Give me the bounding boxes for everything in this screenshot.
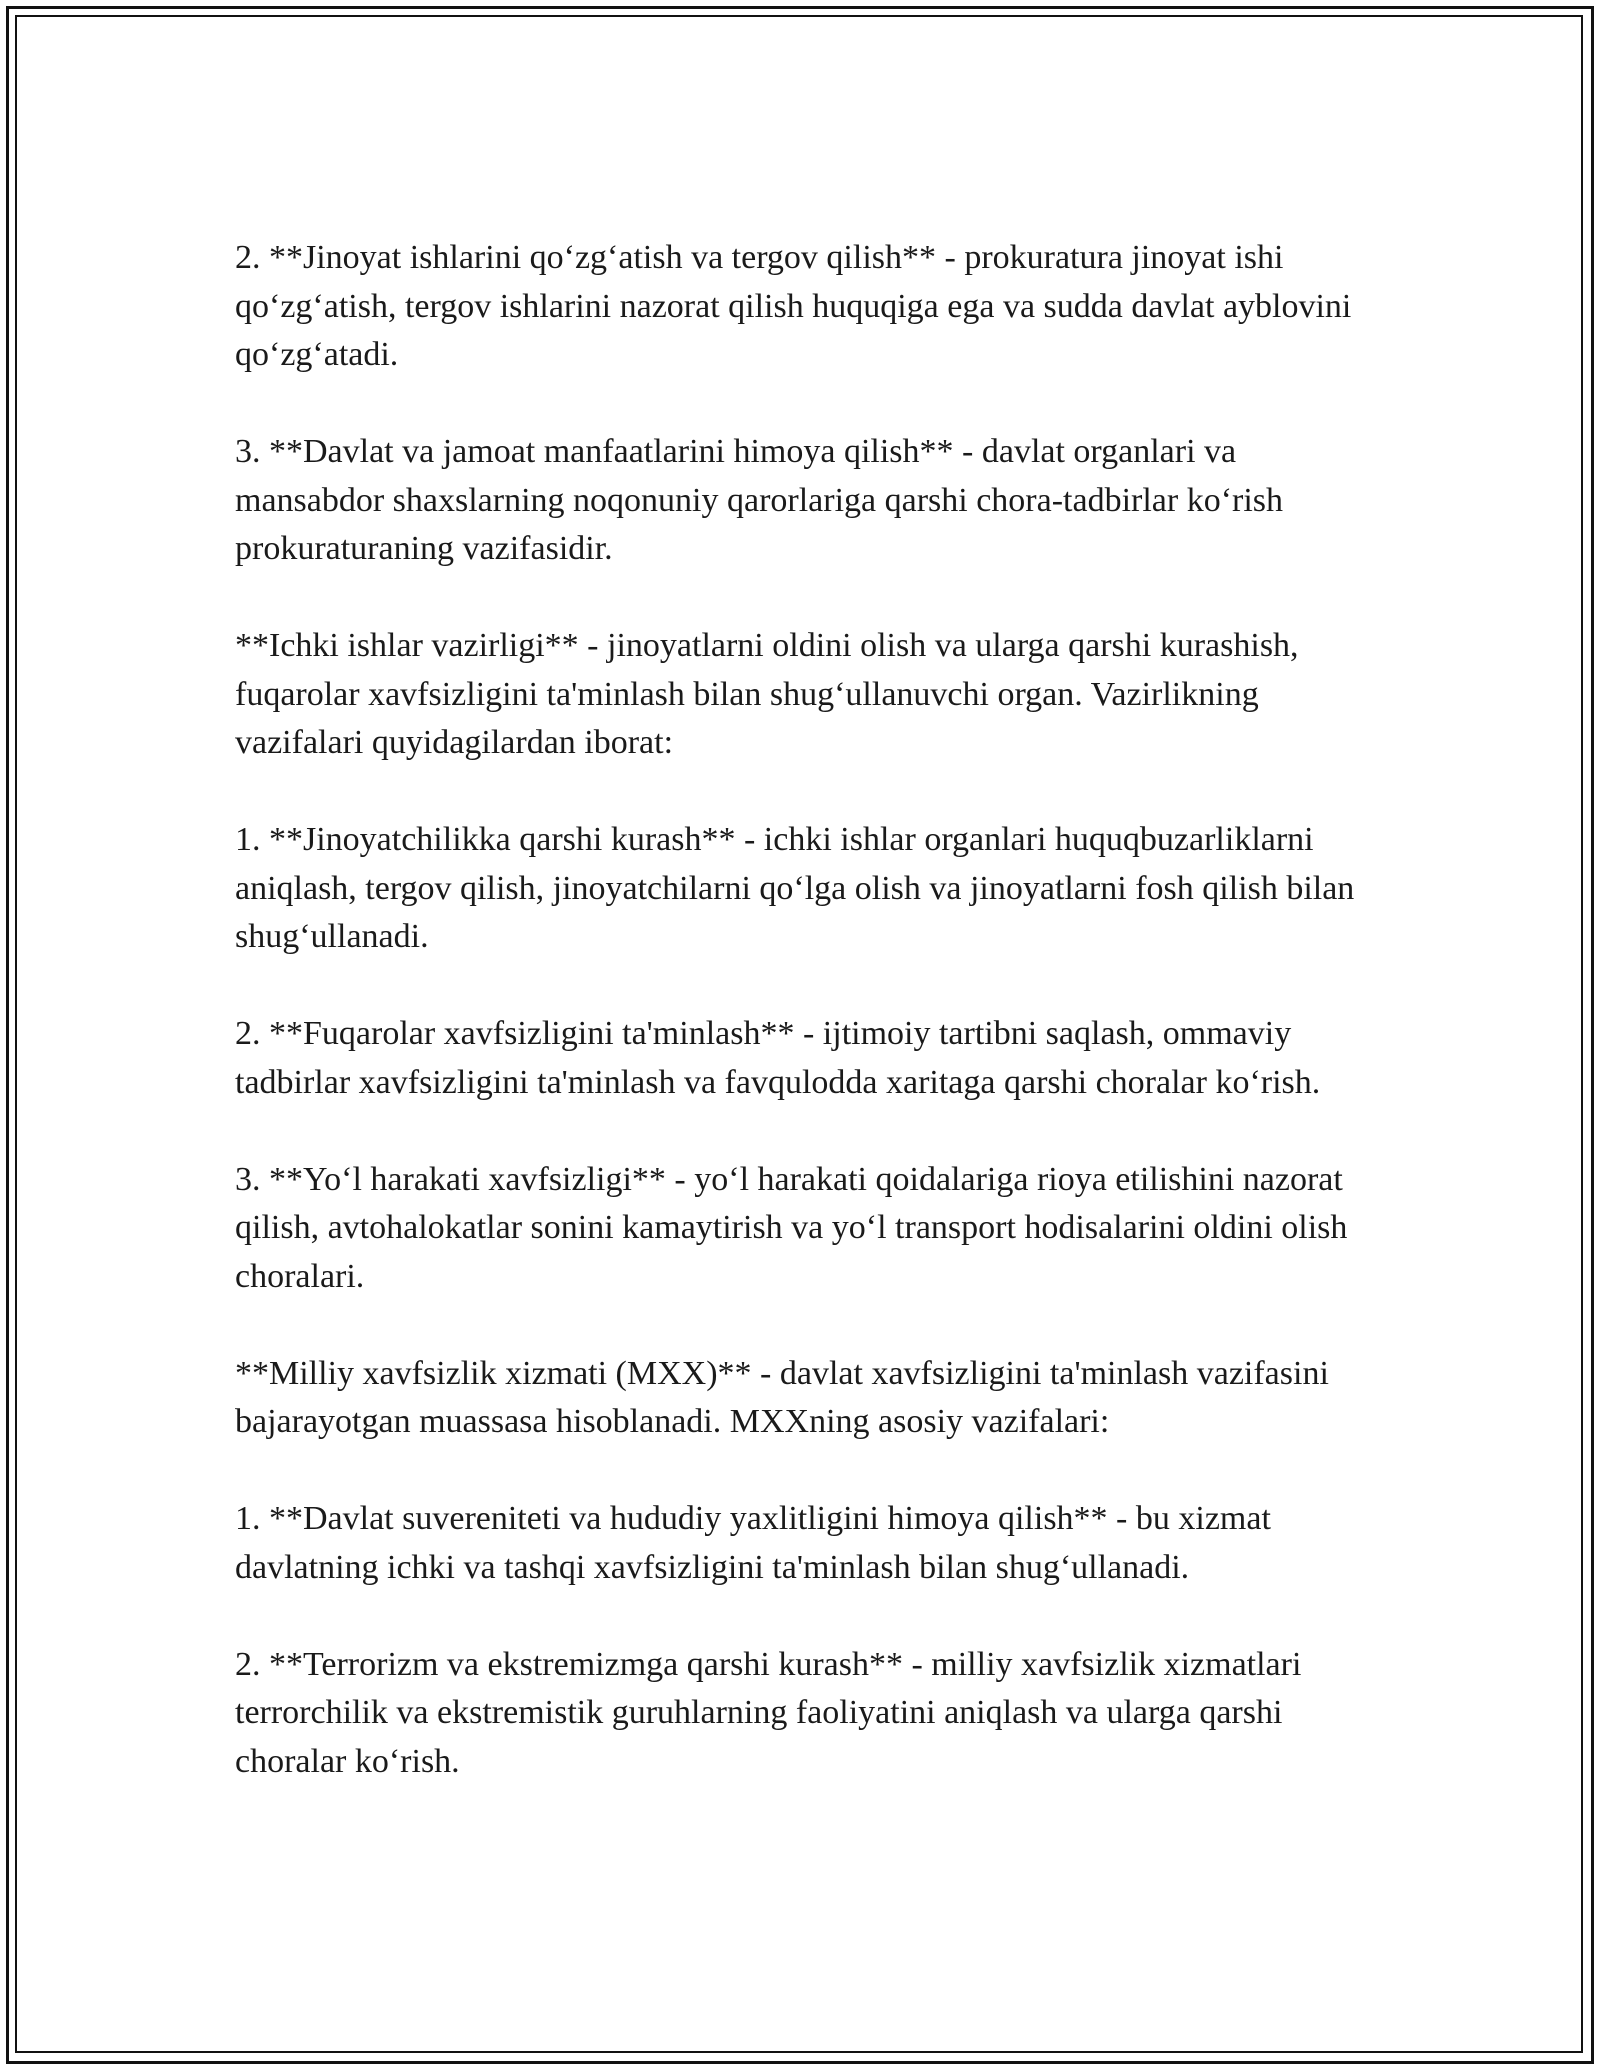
paragraph-prosecution-public-interests: 3. **Davlat va jamoat manfaatlarini himoya qilish** - davlat organlari va mansabdor shaxslarning noqonuniy qarorlariga qarshi chora-tadbirlar ko‘rish prokuraturaning vazifasidir. [235, 433, 1284, 567]
paragraph-road-safety: 3. **Yo‘l harakati xavfsizligi** - yo‘l harakati qoidalariga rioya etilishini nazorat qilish, avtohalokatlar sonini kamaytirish va yo‘l transport hodisalarini oldini olish choralari. [235, 1160, 1348, 1295]
paragraph-national-security-intro: **Milliy xavfsizlik xizmati (MXX)** - davlat xavfsizligini ta'minlash vazifasini bajarayotgan muassasa hisoblanadi. MXXning asosiy vazifalari: [235, 1354, 1329, 1440]
paragraph-prosecution-criminal-cases: 2. **Jinoyat ishlarini qo‘zg‘atish va tergov qilish** - prokuratura jinoyat ishi qo‘zg‘atish, tergov ishlarini nazorat qilish huquqiga ega va sudda davlat ayblovini qo‘zg‘atadi. [235, 239, 1352, 373]
paragraph-citizen-safety: 2. **Fuqarolar xavfsizligini ta'minlash** - ijtimoiy tartibni saqlash, ommaviy tadbirlar xavfsizligini ta'minlash va favqulodda xaritaga qarshi choralar ko‘rish. [235, 1015, 1321, 1101]
paragraph-sovereignty-protection: 1. **Davlat suvereniteti va hududiy yaxlitligini himoya qilish** - bu xizmat davlatning ichki va tashqi xavfsizligini ta'minlash bilan shug‘ullanadi. [235, 1500, 1271, 1586]
paragraph-interior-ministry-intro: **Ichki ishlar vazirligi** - jinoyatlarni oldini olish va ularga qarshi kurashish, fuqarolar xavfsizligini ta'minlash bilan shug‘ullanuvchi organ. Vazirlikning vazifalari quyidagilardan iborat: [235, 627, 1299, 761]
paragraph-crime-fighting: 1. **Jinoyatchilikka qarshi kurash** - ichki ishlar organlari huquqbuzarliklarni aniqlash, tergov qilish, jinoyatchilarni qo‘lga olish va jinoyatlarni fosh qilish bilan shug‘ullanadi. [235, 821, 1355, 955]
document-body [235, 234, 1385, 1786]
paragraph-anti-terrorism: 2. **Terrorizm va ekstremizmga qarshi kurash** - milliy xavfsizlik xizmatlari terrorchilik va ekstremistik guruhlarning faoliyatini aniqlash va ularga qarshi choralar ko‘rish. [235, 1645, 1302, 1780]
